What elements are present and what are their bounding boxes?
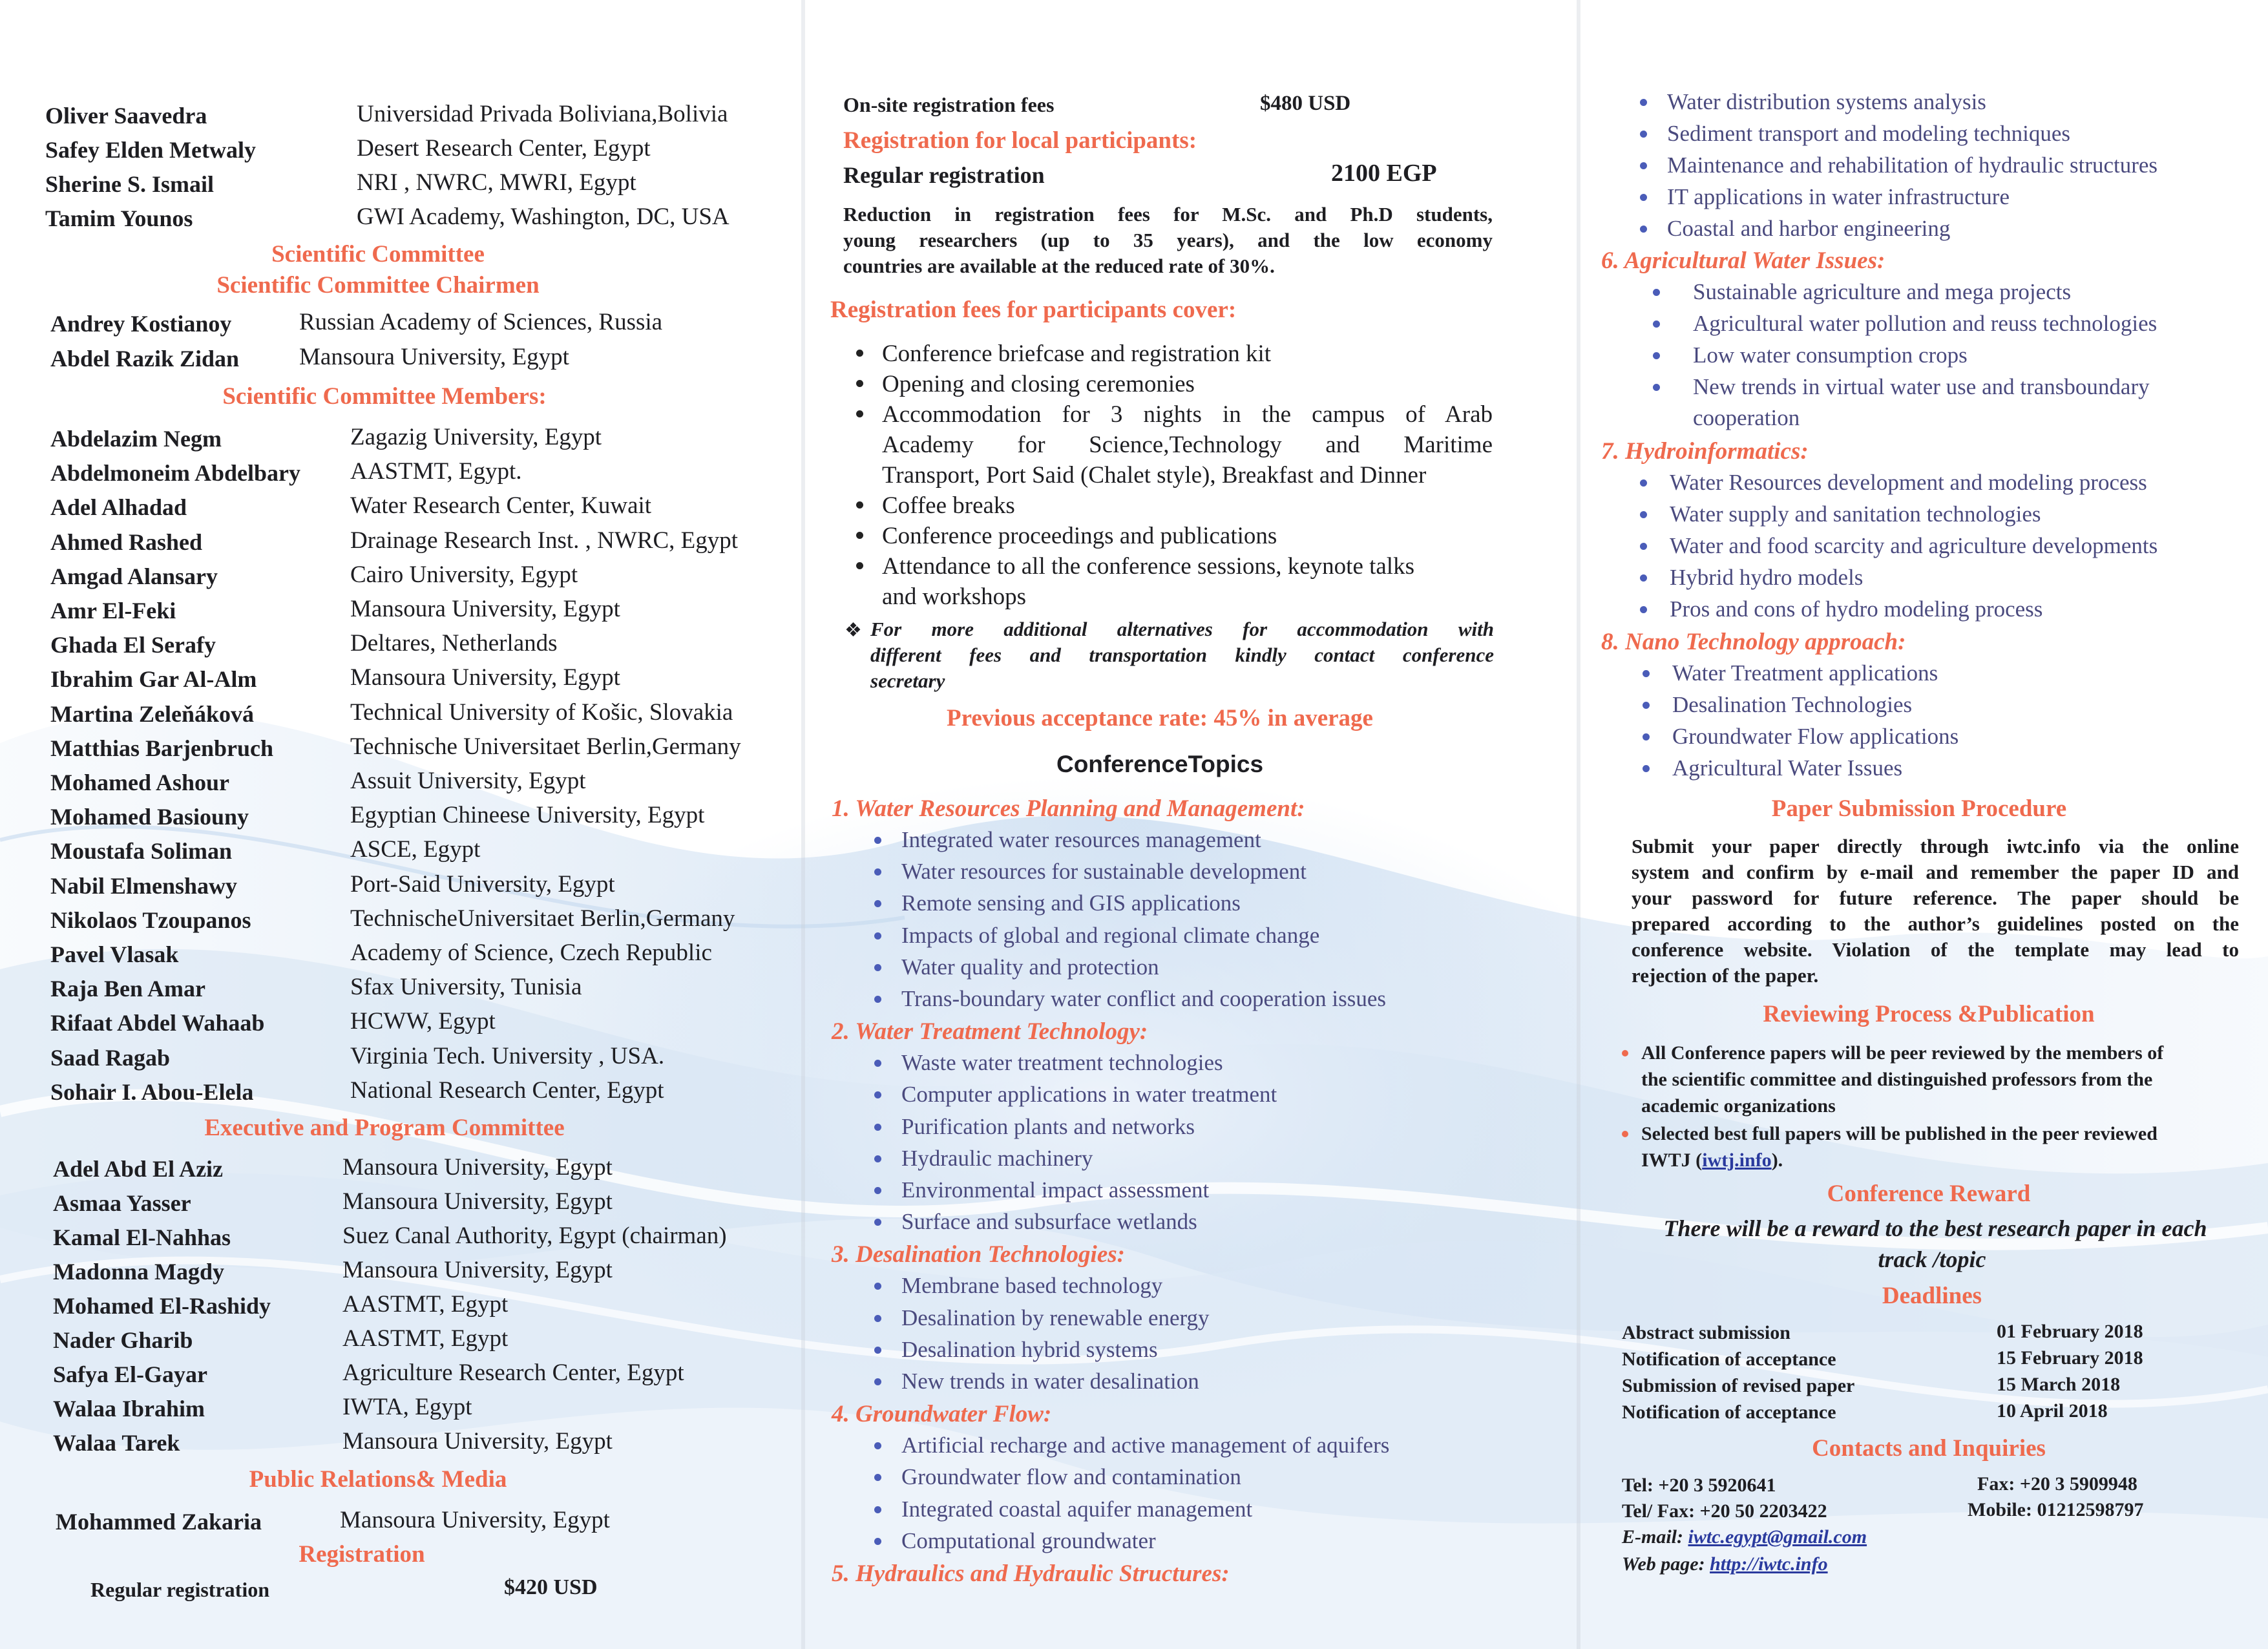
topic-item-text: Integrated water resources management <box>901 827 1261 852</box>
person-affiliation: AASTMT, Egypt <box>342 1325 509 1352</box>
bullet-icon <box>856 410 863 417</box>
deadline-date: 10 April 2018 <box>1997 1400 2108 1422</box>
person-name: Abdelmoneim Abdelbary <box>50 460 301 487</box>
person-affiliation: AASTMT, Egypt <box>342 1291 509 1318</box>
reduction-paragraph <box>843 202 1493 279</box>
person-affiliation: Technische Universitaet Berlin,Germany <box>350 733 741 760</box>
person-name: Mohamed Basiouny <box>50 804 249 830</box>
contacts-heading: Contacts and Inquiries <box>1812 1435 2046 1462</box>
reviewing-heading: Reviewing Process &Publication <box>1763 1001 2095 1027</box>
bullet-icon <box>874 1442 881 1449</box>
person-affiliation: Mansoura University, Egypt <box>350 664 620 691</box>
onsite-fee-label: On-site registration fees <box>843 93 1055 116</box>
cover-item-line: Accommodation for 3 nights in the campus of Arab <box>882 401 1493 428</box>
bullet-icon <box>874 1187 881 1194</box>
bullet-icon <box>874 1155 881 1162</box>
person-affiliation: Assuit University, Egypt <box>350 768 586 794</box>
topic-item-text: Pros and cons of hydro modeling process <box>1670 596 2043 622</box>
topic-item-text: Hybrid hydro models <box>1670 565 1864 590</box>
person-name: Nikolaos Tzoupanos <box>50 907 251 933</box>
bullet-icon <box>856 380 863 387</box>
person-affiliation: AASTMT, Egypt. <box>350 458 522 485</box>
person-affiliation: Drainage Research Inst. , NWRC, Egypt <box>350 527 739 554</box>
person-name: Walaa Ibrahim <box>53 1396 205 1422</box>
person-name: Saad Ragab <box>50 1044 171 1071</box>
local-registration-fee: 2100 EGP <box>1331 160 1437 187</box>
paper-line: your password for future reference. The paper should be <box>1632 887 2239 909</box>
topic-item-text: Water Resources development and modeling process <box>1670 470 2147 495</box>
topic-item-text: Sediment transport and modeling techniques <box>1667 121 2071 146</box>
bullet-icon <box>1640 226 1647 233</box>
bullet-icon <box>874 837 881 844</box>
panel-registration-topics <box>830 0 1494 1649</box>
person-affiliation: Egyptian Chineese University, Egypt <box>350 802 705 829</box>
person-name: Matthias Barjenbruch <box>50 735 273 761</box>
paper-submission-heading: Paper Submission Procedure <box>1771 795 2067 822</box>
fold-line-left <box>801 0 805 1649</box>
bullet-icon <box>874 964 881 971</box>
diamond-bullet-icon: ❖ <box>845 620 862 641</box>
regular-registration-fee: $420 USD <box>504 1575 598 1599</box>
person-name: Walaa Tarek <box>53 1430 180 1456</box>
topic-item-text: Desalination by renewable energy <box>901 1305 1210 1330</box>
person-name: Pavel Vlasak <box>50 941 179 967</box>
telephone: Tel: +20 3 5920641 <box>1622 1475 1776 1496</box>
fold-line-right <box>1577 0 1580 1649</box>
bullet-icon <box>874 1347 881 1354</box>
deadline-label: Submission of revised paper <box>1622 1375 1855 1396</box>
bullet-icon <box>874 868 881 876</box>
fax: Fax: +20 3 5909948 <box>1977 1473 2137 1495</box>
topic-item-text: Membrane based technology <box>901 1273 1163 1299</box>
bullet-icon <box>1640 511 1647 518</box>
bullet-icon <box>856 350 863 357</box>
cover-item-line: Academy for Science,Technology and Maritime <box>882 432 1493 458</box>
cover-item-line: Attendance to all the conference sessions, keynote talks <box>882 553 1414 580</box>
panel-committees <box>39 0 782 1649</box>
regular-registration-label: Regular registration <box>90 1578 269 1601</box>
topic-item-text: Surface and subsurface wetlands <box>901 1209 1197 1235</box>
cover-item-line: and workshops <box>882 583 1027 610</box>
scientific-chairmen-heading: Scientific Committee Chairmen <box>216 272 540 299</box>
web-row <box>1622 1553 1828 1575</box>
bullet-icon <box>1640 606 1647 613</box>
paper-submission-paragraph <box>1632 834 2239 989</box>
bullet-icon <box>874 900 881 907</box>
person-affiliation: National Research Center, Egypt <box>350 1077 664 1104</box>
paper-line: rejection of the paper. <box>1632 964 1819 987</box>
person-affiliation: Water Research Center, Kuwait <box>350 492 652 520</box>
topic-title: 1. Water Resources Planning and Management: <box>832 795 1305 822</box>
person-name: Mohamed El-Rashidy <box>53 1293 271 1319</box>
person-name: Andrey Kostianoy <box>50 311 232 337</box>
note-line: For more additional alternatives for accommodation with <box>870 618 1494 640</box>
person-affiliation: Mansoura University, Egypt <box>342 1257 613 1283</box>
bullet-icon <box>1640 543 1647 550</box>
person-affiliation: Suez Canal Authority, Egypt (chairman) <box>342 1223 727 1249</box>
person-affiliation: Mansoura University, Egypt <box>299 344 569 370</box>
topic-item-text: IT applications in water infrastructure <box>1667 184 2010 209</box>
reduction-line: countries are available at the reduced rate of 30%. <box>843 255 1275 277</box>
bullet-icon <box>1640 574 1647 582</box>
bullet-icon <box>1640 99 1647 106</box>
cover-item-line: Conference briefcase and registration kit <box>882 341 1272 367</box>
public-relations-heading: Public Relations& Media <box>249 1466 507 1493</box>
topic-item-text: New trends in water desalination <box>901 1369 1199 1394</box>
bullet-icon <box>874 1538 881 1545</box>
iwtj-link[interactable]: iwtj.info <box>1702 1150 1772 1171</box>
review-line-text: IWTJ ( <box>1641 1150 1703 1171</box>
person-name: Mohamed Ashour <box>50 770 230 795</box>
bullet-icon <box>874 1506 881 1513</box>
review-line: academic organizations <box>1641 1095 1836 1117</box>
web-link[interactable]: http://iwtc.info <box>1710 1553 1828 1575</box>
topic-item-text: cooperation <box>1693 405 1800 430</box>
person-name: Abdelazim Negm <box>50 426 222 452</box>
fees-cover-heading: Registration fees for participants cover: <box>830 297 1237 323</box>
person-affiliation: HCWW, Egypt <box>350 1008 496 1035</box>
bullet-icon <box>874 996 881 1003</box>
topic-item-text: Remote sensing and GIS applications <box>901 890 1241 916</box>
person-affiliation: NRI , NWRC, MWRI, Egypt <box>357 169 636 196</box>
bullet-icon <box>856 562 863 569</box>
person-affiliation: Technical University of Košic, Slovakia <box>350 698 733 726</box>
deadline-date: 15 March 2018 <box>1997 1374 2121 1395</box>
person-affiliation: Zagazig University, Egypt <box>350 424 602 450</box>
bullet-icon <box>1643 670 1650 677</box>
paper-line: conference website. Violation of the template may lead to <box>1632 938 2239 961</box>
bullet-icon <box>874 1474 881 1481</box>
deadline-date: 15 February 2018 <box>1997 1347 2143 1369</box>
bullet-icon <box>874 1283 881 1290</box>
bullet-icon <box>874 1124 881 1131</box>
person-name: Martina Zeleňáková <box>50 700 254 727</box>
local-participants-heading: Registration for local participants: <box>843 127 1197 154</box>
person-affiliation: Mansoura University, Egypt <box>342 1154 613 1181</box>
bullet-icon <box>874 1315 881 1322</box>
person-affiliation: Cairo University, Egypt <box>350 561 578 588</box>
topic-item-text: Water and food scarcity and agriculture developments <box>1670 533 2158 558</box>
review-line: All Conference papers will be peer reviewed by the members of <box>1641 1042 2164 1064</box>
person-affiliation: GWI Academy, Washington, DC, USA <box>357 204 730 230</box>
onsite-fee-value: $480 USD <box>1260 92 1351 115</box>
person-affiliation: Mansoura University, Egypt <box>350 596 620 622</box>
accommodation-note <box>870 616 1494 694</box>
topic-item-text: Computational groundwater <box>901 1528 1156 1553</box>
topic-item-text: Sustainable agriculture and mega projects <box>1693 279 2072 304</box>
topic-item-text: Hydraulic machinery <box>901 1145 1093 1171</box>
person-name: Madonna Magdy <box>53 1259 225 1285</box>
deadline-label: Abstract submission <box>1622 1322 1790 1343</box>
person-affiliation: Desert Research Center, Egypt <box>357 135 651 162</box>
review-line-end: ). <box>1771 1150 1783 1171</box>
cover-item-line: Opening and closing ceremonies <box>882 371 1195 397</box>
topic-item-text: Water resources for sustainable development <box>901 859 1307 885</box>
email-label: E-mail: <box>1622 1526 1688 1548</box>
bullet-icon <box>1643 765 1650 772</box>
panel-topics-submission <box>1596 0 2255 1649</box>
deadlines-heading: Deadlines <box>1882 1283 1982 1309</box>
local-registration-label: Regular registration <box>843 162 1045 188</box>
person-affiliation: Deltares, Netherlands <box>350 630 558 657</box>
deadline-label: Notification of acceptance <box>1622 1349 1836 1370</box>
person-name: Nader Gharib <box>53 1327 193 1353</box>
registration-heading: Registration <box>299 1541 425 1568</box>
topic-item-text: Computer applications in water treatment <box>901 1082 1277 1108</box>
reduction-line: Reduction in registration fees for M.Sc. and Ph.D students, <box>843 203 1493 226</box>
topic-item-text: Desalination Technologies <box>1672 692 1913 717</box>
paper-line: system and confirm by e-mail and remember the paper ID and <box>1632 861 2239 883</box>
email-link[interactable]: iwtc.egypt@gmail.com <box>1688 1526 1867 1548</box>
bullet-icon <box>1622 1131 1628 1137</box>
bullet-icon <box>874 932 881 940</box>
topic-item-text: Integrated coastal aquifer management <box>901 1496 1253 1522</box>
topic-item-text: Maintenance and rehabilitation of hydraulic structures <box>1667 152 2158 178</box>
topic-item-text: Environmental impact assessment <box>901 1177 1210 1203</box>
reward-line-2: track /topic <box>1878 1246 1986 1272</box>
person-affiliation: Mansoura University, Egypt <box>342 1188 613 1215</box>
person-name: Nabil Elmenshawy <box>50 872 238 899</box>
person-name: Mohammed Zakaria <box>56 1509 262 1535</box>
person-name: Ibrahim Gar Al-Alm <box>50 666 257 693</box>
person-name: Ahmed Rashed <box>50 529 203 555</box>
bullet-icon <box>874 1060 881 1067</box>
person-affiliation: Mansoura University, Egypt <box>340 1507 610 1533</box>
person-affiliation: Universidad Privada Boliviana,Bolivia <box>357 101 728 127</box>
conference-reward-heading: Conference Reward <box>1827 1181 2031 1207</box>
person-name: Abdel Razik Zidan <box>50 346 240 372</box>
executive-committee-heading: Executive and Program Committee <box>204 1115 565 1141</box>
topic-title: 2. Water Treatment Technology: <box>832 1018 1148 1045</box>
bullet-icon <box>1640 194 1647 201</box>
bullet-icon <box>874 1091 881 1098</box>
topic-item-text: Artificial recharge and active management of aquifers <box>901 1433 1390 1458</box>
tel-fax: Tel/ Fax: +20 50 2203422 <box>1622 1500 1827 1522</box>
cover-item-line: Coffee breaks <box>882 492 1015 519</box>
topic-item-text: Trans-boundary water conflict and cooperation issues <box>901 986 1387 1011</box>
topic-title: 3. Desalination Technologies: <box>832 1241 1125 1268</box>
web-label: Web page: <box>1622 1553 1710 1575</box>
person-name: Sohair I. Abou-Elela <box>50 1078 254 1105</box>
review-line: the scientific committee and distinguished professors from the <box>1641 1069 2153 1090</box>
topic-item-text: Low water consumption crops <box>1693 342 1968 368</box>
email-row <box>1622 1526 1867 1548</box>
topic-item-text: Water supply and sanitation technologies <box>1670 501 2041 527</box>
person-affiliation: Virginia Tech. University , USA. <box>350 1042 665 1069</box>
person-name: Adel Abd El Aziz <box>53 1156 224 1182</box>
person-name: Raja Ben Amar <box>50 976 205 1002</box>
topic-item-text: Groundwater Flow applications <box>1672 724 1959 749</box>
bullet-icon <box>1653 352 1660 359</box>
bullet-icon <box>874 1219 881 1226</box>
topic-title: 7. Hydroinformatics: <box>1601 438 1809 465</box>
topic-item-text: Agricultural water pollution and reuss technologies <box>1693 311 2158 336</box>
reduction-line: young researchers (up to 35 years), and the low economy <box>843 229 1493 251</box>
conference-topics-heading: ConferenceTopics <box>1056 751 1264 777</box>
person-affiliation: Academy of Science, Czech Republic <box>350 940 712 966</box>
acceptance-rate: Previous acceptance rate: 45% in average <box>947 705 1373 731</box>
mobile: Mobile: 01212598797 <box>1968 1499 2144 1520</box>
topic-title: 6. Agricultural Water Issues: <box>1601 247 1885 274</box>
bullet-icon <box>874 1378 881 1385</box>
topic-item-text: Coastal and harbor engineering <box>1667 216 1951 241</box>
topic-title: 8. Nano Technology approach: <box>1601 629 1906 655</box>
topic-title: 5. Hydraulics and Hydraulic Structures: <box>832 1560 1230 1587</box>
person-affiliation: Agriculture Research Center, Egypt <box>342 1360 684 1386</box>
person-affiliation: IWTA, Egypt <box>342 1394 472 1420</box>
scientific-committee-heading: Scientific Committee <box>271 241 485 268</box>
bullet-icon <box>1643 733 1650 740</box>
person-name: Ghada El Serafy <box>50 632 216 658</box>
review-line-with-link <box>1641 1148 1783 1173</box>
bullet-icon <box>1643 702 1650 709</box>
person-affiliation: Sfax University, Tunisia <box>350 974 582 1001</box>
topic-item-text: Water Treatment applications <box>1672 660 1938 686</box>
note-line: secretary <box>870 669 945 692</box>
person-name: Oliver Saavedra <box>45 103 207 129</box>
topic-item-text: Water quality and protection <box>901 954 1159 980</box>
person-name: Sherine S. Ismail <box>45 171 215 197</box>
bullet-icon <box>1640 479 1647 487</box>
paper-line: Submit your paper directly through iwtc.info via the online <box>1632 835 2239 857</box>
person-affiliation: Russian Academy of Sciences, Russia <box>299 309 663 335</box>
cover-item-line: Conference proceedings and publications <box>882 523 1277 549</box>
topic-title: 4. Groundwater Flow: <box>832 1401 1052 1428</box>
topic-item-text: Purification plants and networks <box>901 1113 1195 1139</box>
person-name: Rifaat Abdel Wahaab <box>50 1010 265 1036</box>
bullet-icon <box>1653 320 1660 328</box>
bullet-icon <box>856 501 863 509</box>
person-name: Amr El-Feki <box>50 598 176 624</box>
topic-item-text: Waste water treatment technologies <box>901 1050 1223 1076</box>
person-name: Tamim Younos <box>45 205 193 231</box>
review-line: Selected best full papers will be published in the peer reviewed <box>1641 1123 2158 1144</box>
person-name: Safey Elden Metwaly <box>45 137 256 163</box>
note-line: different fees and transportation kindly contact conference <box>870 644 1494 666</box>
reward-line-1: There will be a reward to the best research paper in each <box>1663 1215 2207 1241</box>
person-affiliation: Mansoura University, Egypt <box>342 1428 613 1455</box>
person-name: Adel Alhadad <box>50 494 187 521</box>
person-name: Kamal El-Nahhas <box>53 1224 231 1250</box>
person-affiliation: TechnischeUniversitaet Berlin,Germany <box>350 905 735 932</box>
person-name: Safya El-Gayar <box>53 1361 207 1387</box>
bullet-icon <box>1653 384 1660 391</box>
person-affiliation: ASCE, Egypt <box>350 836 481 863</box>
deadline-date: 01 February 2018 <box>1997 1321 2143 1342</box>
bullet-icon <box>1622 1050 1628 1056</box>
bullet-icon <box>1640 131 1647 138</box>
bullet-icon <box>1653 289 1660 296</box>
cover-item-line: Transport, Port Said (Chalet style), Breakfast and Dinner <box>882 462 1427 488</box>
person-affiliation: Port-Said University, Egypt <box>350 870 615 898</box>
topic-item-text: Groundwater flow and contamination <box>901 1464 1241 1490</box>
topic-item-text: Agricultural Water Issues <box>1672 755 1903 781</box>
topic-item-text: New trends in virtual water use and transboundary <box>1693 374 2150 399</box>
topic-item-text: Desalination hybrid systems <box>901 1336 1158 1362</box>
person-name: Asmaa Yasser <box>53 1190 191 1216</box>
topic-item-text: Impacts of global and regional climate change <box>901 922 1320 948</box>
topic-item-text: Water distribution systems analysis <box>1667 89 1986 114</box>
paper-line: prepared according to the author’s guidelines posted on the <box>1632 912 2239 935</box>
members-heading: Scientific Committee Members: <box>222 383 547 410</box>
deadline-label: Notification of acceptance <box>1622 1402 1836 1423</box>
bullet-icon <box>1640 162 1647 169</box>
bullet-icon <box>856 532 863 539</box>
person-name: Amgad Alansary <box>50 563 218 589</box>
person-name: Moustafa Soliman <box>50 838 233 865</box>
